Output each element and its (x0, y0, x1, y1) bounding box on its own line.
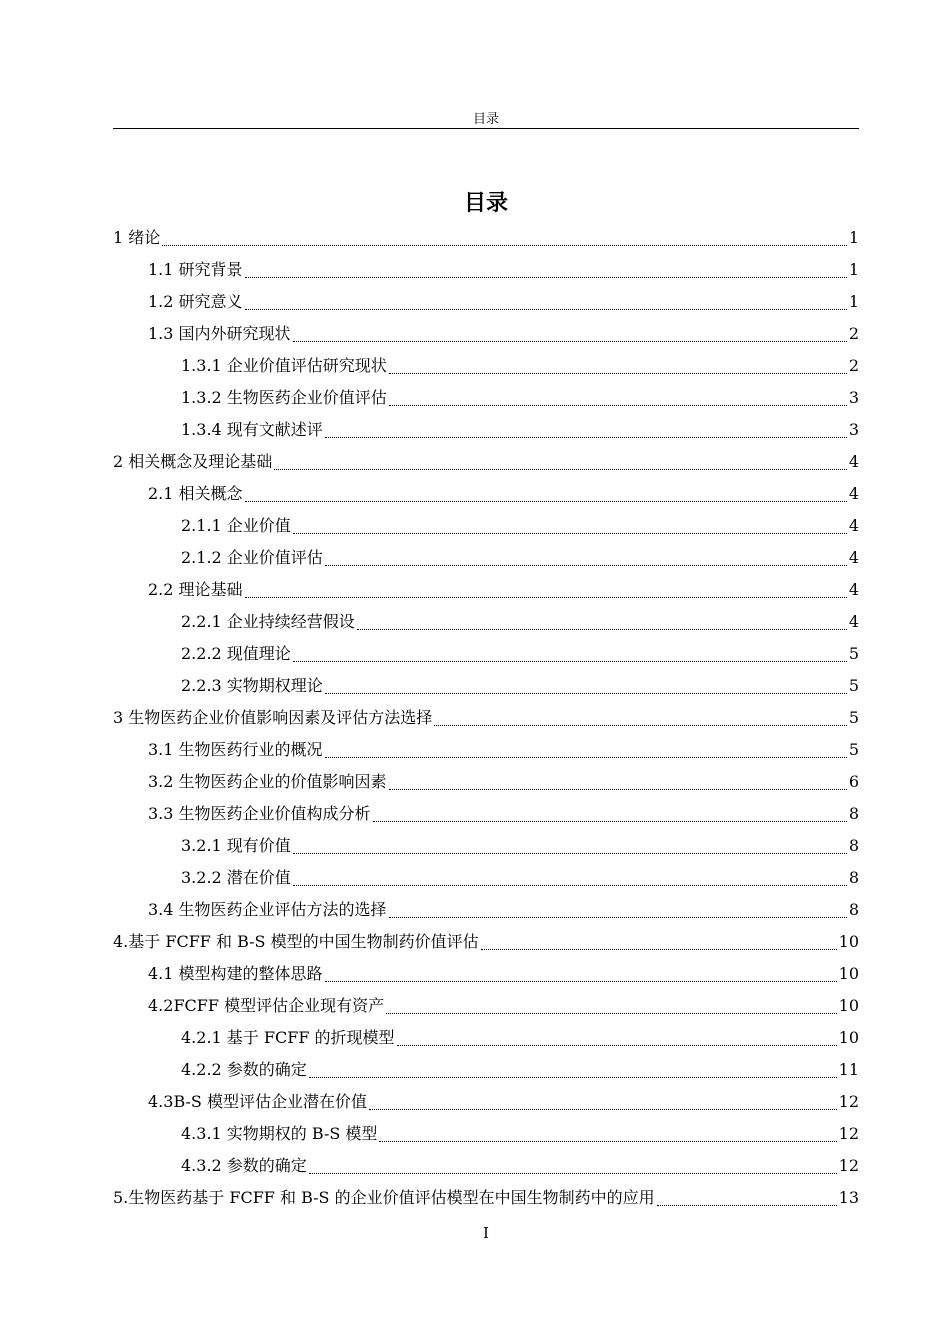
toc-entry-page: 2 (848, 324, 859, 343)
toc-entry[interactable] (113, 958, 859, 990)
toc-entry[interactable] (113, 446, 859, 478)
toc-entry-page: 5 (848, 676, 859, 695)
dot-leader (274, 469, 847, 470)
toc-entry[interactable] (113, 254, 859, 286)
toc-entry-page: 10 (838, 1028, 859, 1047)
toc-entry[interactable] (113, 414, 859, 446)
toc-entry-label: 1.2 研究意义 (148, 292, 243, 311)
toc-entry[interactable] (113, 286, 859, 318)
toc-entry-page: 1 (848, 260, 859, 279)
toc-entry-label: 2.1.1 企业价值 (181, 516, 291, 535)
toc-entry-label: 4.2FCFF 模型评估企业现有资产 (148, 996, 385, 1015)
dot-leader (389, 373, 847, 374)
toc-entry-page: 1 (848, 228, 859, 247)
toc-entry[interactable] (113, 670, 859, 702)
dot-leader (481, 949, 837, 950)
toc-entry-page: 4 (848, 548, 859, 567)
toc-entry[interactable] (113, 1150, 859, 1182)
dot-leader (309, 1077, 837, 1078)
toc-entry-label: 1 绪论 (113, 228, 161, 247)
dot-leader (325, 981, 837, 982)
toc-entry-page: 2 (848, 356, 859, 375)
toc-entry-label: 3.1 生物医药行业的概况 (148, 740, 323, 759)
toc-entry-page: 1 (848, 292, 859, 311)
dot-leader (293, 885, 847, 886)
toc-entry-page: 4 (848, 612, 859, 631)
toc-entry-page: 13 (838, 1188, 859, 1207)
dot-leader (309, 1173, 837, 1174)
toc-entry-page: 5 (848, 644, 859, 663)
dot-leader (293, 853, 847, 854)
dot-leader (389, 789, 847, 790)
toc-entry-page: 4 (848, 452, 859, 471)
toc-entry-page: 11 (838, 1060, 859, 1079)
toc-entry-label: 4.2.2 参数的确定 (181, 1060, 307, 1079)
toc-entry[interactable] (113, 318, 859, 350)
dot-leader (293, 341, 847, 342)
toc-entry-page: 8 (848, 836, 859, 855)
toc-entry-label: 3.2.2 潜在价值 (181, 868, 291, 887)
toc-entry[interactable] (113, 606, 859, 638)
header-divider (113, 128, 859, 129)
toc-entry-label: 1.3.1 企业价值评估研究现状 (181, 356, 387, 375)
dot-leader (325, 565, 847, 566)
toc-entry-label: 1.3 国内外研究现状 (148, 324, 291, 343)
toc-entry-page: 10 (838, 996, 859, 1015)
toc-entry-page: 3 (848, 420, 859, 439)
toc-entry-page: 6 (848, 772, 859, 791)
toc-entry-label: 4.3B-S 模型评估企业潜在价值 (148, 1092, 367, 1111)
toc-entry-page: 12 (838, 1124, 859, 1143)
toc-entry-label: 1.3.2 生物医药企业价值评估 (181, 388, 387, 407)
toc-entry-page: 5 (848, 740, 859, 759)
toc-entry-label: 2.2.2 现值理论 (181, 644, 291, 663)
dot-leader (389, 917, 847, 918)
dot-leader (325, 437, 847, 438)
page-number: I (483, 1224, 489, 1242)
toc-entry-label: 4.1 模型构建的整体思路 (148, 964, 323, 983)
toc-entry[interactable] (113, 542, 859, 574)
toc-entry[interactable] (113, 734, 859, 766)
toc-entry-page: 5 (848, 708, 859, 727)
page-title: 目录 (463, 191, 508, 216)
toc-entry[interactable] (113, 222, 859, 254)
toc-entry[interactable] (113, 1022, 859, 1054)
toc-entry[interactable] (113, 766, 859, 798)
toc-entry[interactable] (113, 894, 859, 926)
toc-entry[interactable] (113, 1086, 859, 1118)
dot-leader (389, 405, 847, 406)
toc-entry-page: 8 (848, 804, 859, 823)
toc-entry-label: 2.1.2 企业价值评估 (181, 548, 323, 567)
toc-entry-page: 4 (848, 580, 859, 599)
toc-entry-label: 4.3.2 参数的确定 (181, 1156, 307, 1175)
dot-leader (293, 533, 847, 534)
toc-entry-label: 5.生物医药基于 FCFF 和 B-S 的企业价值评估模型在中国生物制药中的应用 (113, 1188, 655, 1207)
toc-entry[interactable] (113, 862, 859, 894)
dot-leader (397, 1045, 837, 1046)
running-header: 目录 (472, 112, 499, 127)
toc-entry-page: 10 (838, 932, 859, 951)
toc-entry-label: 2 相关概念及理论基础 (113, 452, 273, 471)
toc-entry[interactable] (113, 382, 859, 414)
toc-entry-label: 4.3.1 实物期权的 B-S 模型 (181, 1124, 378, 1143)
toc-entry-page: 3 (848, 388, 859, 407)
toc-entry[interactable] (113, 478, 859, 510)
toc-entry[interactable] (113, 1118, 859, 1150)
toc-entry[interactable] (113, 830, 859, 862)
toc-entry-page: 4 (848, 516, 859, 535)
toc-entry-page: 10 (838, 964, 859, 983)
toc-entry-label: 2.2.3 实物期权理论 (181, 676, 323, 695)
toc-entry[interactable] (113, 702, 859, 734)
toc-entry-page: 12 (838, 1156, 859, 1175)
toc-entry-label: 1.3.4 现有文献述评 (181, 420, 323, 439)
toc-entry-label: 3.3 生物医药企业价值构成分析 (148, 804, 371, 823)
dot-leader (379, 1141, 836, 1142)
toc-entry-label: 4.2.1 基于 FCFF 的折现模型 (181, 1028, 395, 1047)
toc-entry-label: 1.1 研究背景 (148, 260, 243, 279)
table-of-contents (113, 222, 859, 1214)
toc-entry[interactable] (113, 926, 859, 958)
toc-entry-page: 12 (838, 1092, 859, 1111)
toc-entry[interactable] (113, 510, 859, 542)
toc-entry[interactable] (113, 350, 859, 382)
toc-entry[interactable] (113, 638, 859, 670)
toc-entry-page: 8 (848, 868, 859, 887)
toc-entry-page: 8 (848, 900, 859, 919)
toc-entry[interactable] (113, 574, 859, 606)
dot-leader (657, 1205, 837, 1206)
toc-entry[interactable] (113, 798, 859, 830)
toc-entry-label: 2.2.1 企业持续经营假设 (181, 612, 355, 631)
toc-entry-label: 2.2 理论基础 (148, 580, 243, 599)
dot-leader (434, 725, 847, 726)
toc-entry[interactable] (113, 1182, 859, 1214)
dot-leader (162, 245, 847, 246)
dot-leader (245, 309, 847, 310)
dot-leader (357, 629, 847, 630)
toc-entry-label: 3 生物医药企业价值影响因素及评估方法选择 (113, 708, 433, 727)
toc-entry-label: 3.4 生物医药企业评估方法的选择 (148, 900, 387, 919)
dot-leader (325, 693, 847, 694)
dot-leader (373, 821, 847, 822)
dot-leader (245, 501, 847, 502)
dot-leader (293, 661, 847, 662)
dot-leader (245, 597, 847, 598)
dot-leader (369, 1109, 837, 1110)
dot-leader (386, 1013, 837, 1014)
toc-entry-page: 4 (848, 484, 859, 503)
toc-entry[interactable] (113, 990, 859, 1022)
toc-entry-label: 2.1 相关概念 (148, 484, 243, 503)
dot-leader (325, 757, 847, 758)
dot-leader (245, 277, 847, 278)
toc-entry-label: 3.2 生物医药企业的价值影响因素 (148, 772, 387, 791)
toc-entry-label: 3.2.1 现有价值 (181, 836, 291, 855)
toc-entry-label: 4.基于 FCFF 和 B-S 模型的中国生物制药价值评估 (113, 932, 479, 951)
toc-entry[interactable] (113, 1054, 859, 1086)
